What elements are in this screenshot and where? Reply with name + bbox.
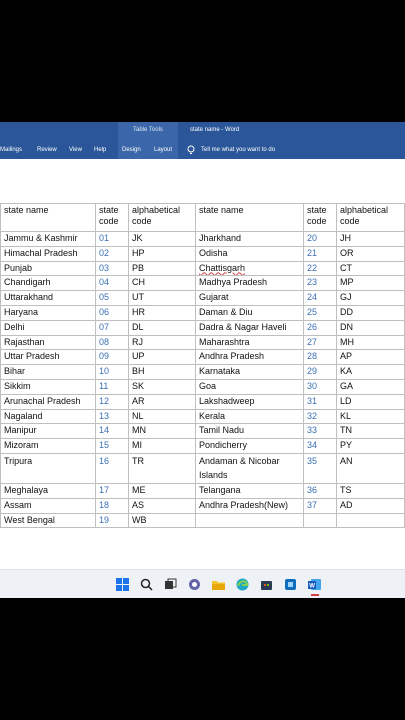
alphabetical-code-2-cell[interactable]: JH [337,232,405,247]
state-code-2-cell[interactable]: 37 [304,498,337,513]
state-name-2-cell[interactable]: Daman & Diu [196,305,304,320]
table-row [1,350,405,365]
header-alphabetical-code: alphabetical code [129,204,196,232]
state-code-cell[interactable]: 04 [96,276,129,291]
alphabetical-code-cell[interactable]: CH [129,276,196,291]
state-code-2-cell[interactable] [304,513,337,528]
table-row [1,409,405,424]
state-code-2-cell[interactable]: 31 [304,394,337,409]
state-code-cell[interactable]: 17 [96,483,129,498]
state-code-2-cell[interactable]: 21 [304,246,337,261]
alphabetical-code-cell[interactable]: AS [129,498,196,513]
alphabetical-code-cell[interactable]: TR [129,453,196,483]
header-state-name: state name [1,204,96,232]
state-name-2-cell[interactable]: Dadra & Nagar Haveli [196,320,304,335]
tab-mailings[interactable]: Mailings [0,147,23,153]
state-name-2-cell[interactable]: Andhra Pradesh [196,350,304,365]
state-code-2-cell[interactable]: 23 [304,276,337,291]
state-code-cell[interactable]: 18 [96,498,129,513]
state-name-2-cell[interactable]: Chattisgarh [196,261,304,276]
state-name-2-cell[interactable]: Andaman & Nicobar Islands [196,453,304,483]
state-name-2-cell[interactable]: Madhya Pradesh [196,276,304,291]
state-name-cell[interactable]: Sikkim [1,379,96,394]
windows-start-icon[interactable] [116,578,129,591]
table-row [1,320,405,335]
alphabetical-code-2-cell[interactable]: KL [337,409,405,424]
table-row [1,261,405,276]
state-name-cell[interactable]: West Bengal [1,513,96,528]
state-name-cell[interactable]: Haryana [1,305,96,320]
svg-text:W: W [309,583,315,590]
state-name-cell[interactable]: Chandigarh [1,276,96,291]
state-code-2-cell[interactable]: 30 [304,379,337,394]
alphabetical-code-2-cell[interactable]: AP [337,350,405,365]
header-alphabetical-code-2: alphabetical code [337,204,405,232]
state-name-cell[interactable]: Himachal Pradesh [1,246,96,261]
state-name-cell[interactable]: Uttarakhand [1,291,96,306]
app-icon[interactable] [284,578,297,591]
alphabetical-code-cell[interactable]: MN [129,424,196,439]
state-code-cell[interactable]: 14 [96,424,129,439]
title-bar [0,122,405,142]
tab-help[interactable]: Help [94,147,107,153]
active-app-indicator [311,594,319,596]
state-name-cell[interactable]: Bihar [1,365,96,380]
state-name-2-cell[interactable]: Odisha [196,246,304,261]
state-code-2-cell[interactable]: 34 [304,439,337,454]
state-code-cell[interactable]: 05 [96,291,129,306]
state-code-cell[interactable]: 02 [96,246,129,261]
tell-me-search[interactable]: Tell me what you want to do [201,147,276,153]
state-code-cell[interactable]: 11 [96,379,129,394]
alphabetical-code-cell[interactable]: NL [129,409,196,424]
window-title: state name - Word [190,127,240,133]
alphabetical-code-cell[interactable]: UP [129,350,196,365]
task-view-icon[interactable] [164,578,177,591]
state-name-cell[interactable]: Rajasthan [1,335,96,350]
alphabetical-code-2-cell[interactable]: DD [337,305,405,320]
state-code-2-cell[interactable]: 24 [304,291,337,306]
alphabetical-code-cell[interactable]: HR [129,305,196,320]
state-code-cell[interactable]: 09 [96,350,129,365]
table-row [1,379,405,394]
table-row [1,453,405,483]
state-code-2-cell[interactable]: 33 [304,424,337,439]
state-code-cell[interactable]: 19 [96,513,129,528]
state-name-2-cell[interactable] [196,513,304,528]
state-code-2-cell[interactable]: 29 [304,365,337,380]
alphabetical-code-2-cell[interactable]: MH [337,335,405,350]
state-code-cell[interactable]: 13 [96,409,129,424]
context-tab-label: Table Tools [133,127,163,133]
state-name-cell[interactable]: Punjab [1,261,96,276]
edge-icon[interactable] [236,578,249,591]
state-name-cell[interactable]: Manipur [1,424,96,439]
table-row [1,305,405,320]
state-code-cell[interactable]: 15 [96,439,129,454]
alphabetical-code-cell[interactable]: MI [129,439,196,454]
state-code-cell[interactable]: 07 [96,320,129,335]
file-explorer-icon[interactable] [212,578,225,591]
table-row [1,335,405,350]
state-code-2-cell[interactable]: 36 [304,483,337,498]
alphabetical-code-2-cell[interactable]: TN [337,424,405,439]
state-name-2-cell[interactable]: Telangana [196,483,304,498]
state-name-cell[interactable]: Uttar Pradesh [1,350,96,365]
document-page [0,159,405,569]
state-code-2-cell[interactable]: 28 [304,350,337,365]
alphabetical-code-2-cell[interactable]: DN [337,320,405,335]
table-row [1,276,405,291]
state-name-2-cell[interactable]: Goa [196,379,304,394]
tab-design[interactable]: Design [122,147,141,153]
state-name-2-cell[interactable]: Kerala [196,409,304,424]
state-name-cell[interactable]: Tripura [1,453,96,483]
state-code-cell[interactable]: 08 [96,335,129,350]
table-header-row [1,204,405,232]
alphabetical-code-2-cell[interactable]: AN [337,453,405,483]
table-row [1,439,405,454]
state-code-2-cell[interactable]: 22 [304,261,337,276]
state-code-cell[interactable]: 12 [96,394,129,409]
alphabetical-code-cell[interactable]: DL [129,320,196,335]
alphabetical-code-2-cell[interactable]: KA [337,365,405,380]
state-name-2-cell[interactable]: Pondicherry [196,439,304,454]
alphabetical-code-cell[interactable]: ME [129,483,196,498]
alphabetical-code-2-cell[interactable]: GJ [337,291,405,306]
state-name-cell[interactable]: Nagaland [1,409,96,424]
header-state-name-2: state name [196,204,304,232]
table-row [1,513,405,528]
state-name-cell[interactable]: Jammu & Kashmir [1,232,96,247]
header-state-code: state code [96,204,129,232]
state-name-cell[interactable]: Assam [1,498,96,513]
alphabetical-code-2-cell[interactable]: MP [337,276,405,291]
alphabetical-code-2-cell[interactable]: AD [337,498,405,513]
alphabetical-code-cell[interactable]: HP [129,246,196,261]
taskbar [0,569,405,598]
state-code-2-cell[interactable]: 26 [304,320,337,335]
table-row [1,365,405,380]
state-name-2-cell[interactable]: Jharkhand [196,232,304,247]
store-icon[interactable] [260,578,273,591]
table-row [1,394,405,409]
table-row [1,424,405,439]
state-name-cell[interactable]: Meghalaya [1,483,96,498]
state-name-2-cell[interactable]: Maharashtra [196,335,304,350]
state-name-2-cell[interactable]: Tamil Nadu [196,424,304,439]
chat-icon[interactable] [188,578,201,591]
alphabetical-code-cell[interactable]: AR [129,394,196,409]
table-row [1,291,405,306]
state-code-2-cell[interactable]: 20 [304,232,337,247]
state-name-2-cell[interactable]: Andhra Pradesh(New) [196,498,304,513]
alphabetical-code-2-cell[interactable] [337,513,405,528]
state-code-cell[interactable]: 01 [96,232,129,247]
state-code-2-cell[interactable]: 35 [304,453,337,483]
alphabetical-code-2-cell[interactable]: CT [337,261,405,276]
alphabetical-code-cell[interactable]: PB [129,261,196,276]
alphabetical-code-2-cell[interactable]: TS [337,483,405,498]
alphabetical-code-cell[interactable]: SK [129,379,196,394]
word-icon[interactable] [308,578,321,591]
state-code-cell[interactable]: 16 [96,453,129,483]
tab-view[interactable]: View [69,147,82,153]
header-state-code-2: state code [304,204,337,232]
alphabetical-code-2-cell[interactable]: LD [337,394,405,409]
states-table [0,203,405,528]
ribbon-tabs [0,142,405,159]
state-code-cell[interactable]: 03 [96,261,129,276]
alphabetical-code-cell[interactable]: JK [129,232,196,247]
alphabetical-code-cell[interactable]: WB [129,513,196,528]
alphabetical-code-2-cell[interactable]: GA [337,379,405,394]
table-row [1,483,405,498]
table-row [1,232,405,247]
alphabetical-code-2-cell[interactable]: PY [337,439,405,454]
table-row [1,246,405,261]
alphabetical-code-cell[interactable]: RJ [129,335,196,350]
alphabetical-code-cell[interactable]: BH [129,365,196,380]
search-icon[interactable] [140,578,153,591]
state-name-2-cell[interactable]: Gujarat [196,291,304,306]
state-code-2-cell[interactable]: 32 [304,409,337,424]
tab-review[interactable]: Review [37,147,57,153]
state-name-2-cell[interactable]: Lakshadweep [196,394,304,409]
tab-layout[interactable]: Layout [154,147,173,153]
state-name-cell[interactable]: Delhi [1,320,96,335]
state-name-cell[interactable]: Arunachal Pradesh [1,394,96,409]
alphabetical-code-cell[interactable]: UT [129,291,196,306]
table-row [1,498,405,513]
state-code-2-cell[interactable]: 27 [304,335,337,350]
state-code-cell[interactable]: 06 [96,305,129,320]
lightbulb-icon[interactable] [186,145,196,155]
state-name-2-cell[interactable]: Karnataka [196,365,304,380]
state-name-cell[interactable]: Mizoram [1,439,96,454]
state-code-2-cell[interactable]: 25 [304,305,337,320]
state-code-cell[interactable]: 10 [96,365,129,380]
screen [0,122,405,598]
alphabetical-code-2-cell[interactable]: OR [337,246,405,261]
